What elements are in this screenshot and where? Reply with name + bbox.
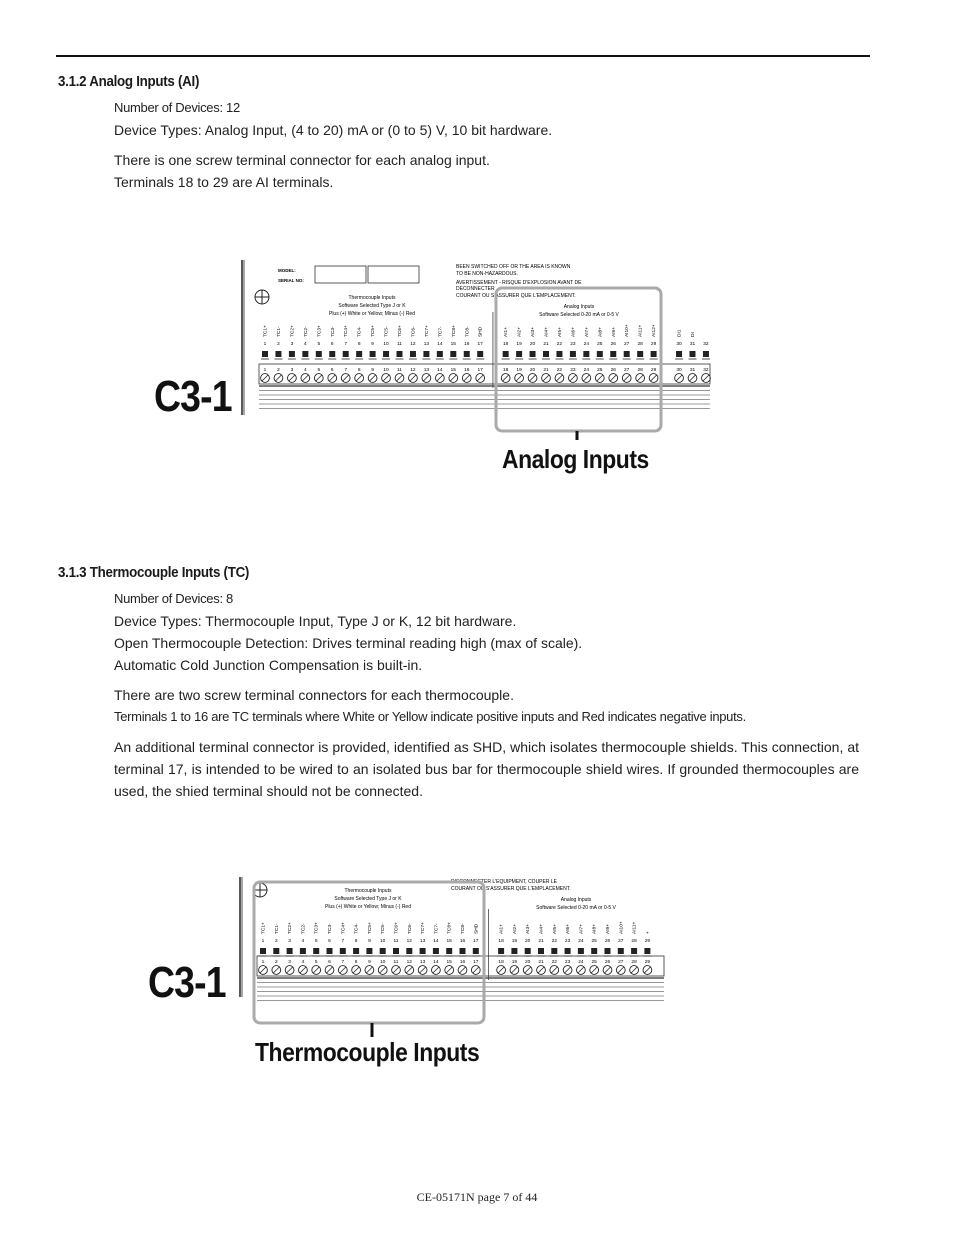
terminal-number-lower: 21: [543, 368, 549, 373]
terminal-number: 23: [564, 939, 571, 944]
connector-pin: [605, 948, 611, 954]
terminal-number-lower: 14: [433, 960, 439, 965]
fig2-ai-group-title: Analog Inputs: [560, 897, 592, 903]
connector-pin: [631, 948, 637, 954]
terminal-number: 16: [464, 342, 470, 347]
terminal-label: AI11+: [632, 921, 638, 934]
terminal-number-lower: 32: [703, 368, 709, 373]
terminal-number: 29: [644, 939, 651, 944]
terminal-label: TC7+: [421, 922, 427, 934]
terminal-label: TC8+: [451, 325, 457, 337]
model-box: [315, 266, 366, 283]
thermocouple-inputs-callout: Thermocouple Inputs: [255, 1037, 480, 1067]
terminal-label: AI11+: [638, 324, 644, 337]
connector-pin: [302, 351, 308, 357]
warning-line-1: BEEN SWITCHED OFF OR THE AREA IS KNOWN: [456, 264, 571, 270]
connector-pin: [690, 351, 696, 357]
connector-pin: [370, 351, 376, 357]
terminal-label: TC4+: [341, 922, 347, 934]
terminal-label: AI4+: [539, 923, 545, 934]
tc-open-detection: Open Thermocouple Detection: Drives terminal reading high (max of scale).: [114, 635, 583, 651]
terminal-number: 8: [357, 342, 361, 347]
terminal-number-lower: 3: [290, 368, 294, 373]
warning-line-5: COURANT OU S'ASSURER QUE L'EMPLACEMENT.: [456, 293, 576, 299]
terminal-number-lower: 27: [618, 960, 624, 965]
connector-pin: [503, 351, 509, 357]
terminal-number: 3: [288, 939, 291, 944]
terminal-number-lower: 11: [397, 368, 402, 373]
terminal-number: 16: [459, 939, 466, 944]
tc-group-title: Thermocouple Inputs: [348, 295, 396, 301]
tc-connector-note: There are two screw terminal connectors for each thermocouple.: [114, 687, 514, 703]
terminal-label: TC7+: [424, 325, 430, 337]
terminal-number: 11: [397, 342, 402, 347]
tc-group-sub2: Plus (+) White or Yellow; Minus (-) Red: [328, 311, 416, 317]
ai-device-types: Device Types: Analog Input, (4 to 20) mA or (0 to 5) V, 10 bit hardware.: [114, 122, 553, 138]
terminal-label: AI7+: [584, 326, 590, 337]
terminal-label: TC4-: [357, 326, 363, 337]
terminal-label: TC3-: [328, 923, 333, 934]
terminal-label: TC2+: [290, 325, 296, 337]
terminal-label: TC5-: [384, 326, 390, 337]
terminal-number-lower: 3: [288, 960, 291, 965]
terminal-number: 9: [371, 342, 374, 347]
tc-cjc: Automatic Cold Junction Compensation is built-in.: [114, 657, 423, 673]
connector-pin: [703, 351, 709, 357]
terminal-label: TC3+: [317, 325, 323, 337]
connector-pin: [511, 948, 517, 954]
terminal-number: 5: [317, 342, 321, 347]
connector-pin: [676, 351, 682, 357]
tc-group-sub1: Software Selected Type J or K: [338, 303, 406, 309]
terminal-number: 29: [650, 342, 657, 347]
terminal-number-lower: 29: [650, 368, 657, 373]
connector-pin: [460, 948, 466, 954]
terminal-number-lower: 24: [578, 960, 584, 965]
terminal-label: AI6+: [571, 326, 577, 337]
terminal-number-lower: 19: [511, 960, 518, 965]
terminal-number-lower: 29: [644, 960, 651, 965]
terminal-number: 7: [341, 939, 345, 944]
terminal-number-lower: 19: [516, 368, 522, 373]
terminal-number-lower: 14: [437, 368, 443, 373]
connector-pin: [556, 351, 562, 357]
terminal-number: 18: [502, 342, 509, 347]
terminal-number-lower: 24: [583, 368, 590, 373]
terminal-label: AI5+: [552, 923, 558, 934]
section-ai-heading: 3.1.2 Analog Inputs (AI): [58, 74, 200, 90]
terminal-number: 19: [511, 939, 518, 944]
fig2-tc-group-sub1: Software Selected Type J or K: [334, 896, 402, 902]
terminal-number: 24: [583, 342, 590, 347]
terminal-number-lower: 7: [344, 368, 348, 373]
section-tc-heading: 3.1.3 Thermocouple Inputs (TC): [58, 565, 250, 581]
terminal-number: 15: [446, 939, 452, 944]
terminal-number: 4: [304, 342, 307, 347]
terminal-label: AI10+: [625, 324, 631, 337]
terminal-number: 10: [383, 342, 389, 347]
connector-pin: [446, 948, 452, 954]
connector-pin: [420, 948, 426, 954]
connector-pin: [287, 948, 293, 954]
terminal-number-lower: 27: [624, 368, 630, 373]
figure1-terminal-board: [238, 255, 713, 440]
terminal-number-lower: 8: [357, 368, 361, 373]
terminal-label: TC3+: [314, 922, 320, 934]
terminal-number: 9: [368, 939, 371, 944]
connector-pin: [316, 351, 322, 357]
terminal-number-lower: 4: [301, 960, 305, 965]
fig2-tc-group-sub2: Plus (+) White or Yellow; Minus (-) Red: [324, 904, 412, 910]
terminal-number-lower: 12: [406, 960, 412, 965]
terminal-number-lower: 31: [689, 368, 696, 373]
terminal-label: TC1-: [276, 326, 282, 337]
terminal-number-lower: 20: [525, 960, 531, 965]
connector-pin: [530, 351, 536, 357]
connector-pin: [570, 351, 576, 357]
terminal-number: 23: [570, 342, 576, 347]
terminal-label: TC5+: [367, 922, 373, 934]
terminal-number-lower: 16: [459, 960, 466, 965]
terminal-label: AI3+: [531, 326, 537, 337]
terminal-number-lower: 4: [304, 368, 307, 373]
terminal-number: 21: [538, 939, 544, 944]
terminal-label: TC1+: [263, 325, 269, 337]
terminal-number-lower: 9: [368, 960, 371, 965]
connector-pin: [380, 948, 386, 954]
terminal-number: 19: [516, 342, 522, 347]
connector-pin: [393, 948, 399, 954]
connector-pin: [644, 948, 650, 954]
terminal-number: 31: [689, 342, 696, 347]
terminal-number-lower: 15: [450, 368, 456, 373]
serial-label: SERIAL NO:: [278, 278, 304, 283]
connector-pin: [551, 948, 557, 954]
terminal-number-lower: 1: [261, 960, 265, 965]
terminal-number-lower: 18: [502, 368, 509, 373]
terminal-number: 27: [618, 939, 624, 944]
connector-pin: [498, 948, 504, 954]
terminal-number-lower: 13: [419, 960, 426, 965]
terminal-number-lower: 6: [328, 960, 331, 965]
terminal-label: TC5+: [371, 325, 377, 337]
terminal-label: AI12+: [652, 324, 658, 337]
terminal-number-lower: 10: [380, 960, 386, 965]
ai-number-of-devices: Number of Devices: 12: [114, 100, 240, 115]
terminal-number: 11: [393, 939, 399, 944]
terminal-number: 27: [624, 342, 630, 347]
connector-pin: [450, 351, 456, 357]
fig2-tc-group-title: Thermocouple Inputs: [344, 888, 392, 894]
terminal-label: TC8+: [447, 922, 453, 934]
warning-line-4: DECONNECTER: [456, 286, 495, 292]
terminal-number-lower: 20: [529, 368, 536, 373]
terminal-label: TC8-: [461, 923, 466, 934]
terminal-number: 22: [556, 342, 563, 347]
terminal-number-lower: 8: [354, 960, 358, 965]
terminal-number-lower: 28: [631, 960, 637, 965]
terminal-number-lower: 16: [464, 368, 470, 373]
terminal-label: TC4-: [354, 923, 360, 934]
terminal-number-lower: 5: [314, 960, 318, 965]
terminal-number: 14: [437, 342, 443, 347]
terminal-number: 5: [314, 939, 318, 944]
terminal-number: 6: [330, 342, 334, 347]
terminal-label: AI2+: [512, 923, 518, 934]
terminal-number-lower: 26: [604, 960, 611, 965]
connector-pin: [383, 351, 389, 357]
connector-pin: [343, 351, 349, 357]
connector-pin: [651, 351, 657, 357]
terminal-number: 17: [477, 342, 483, 347]
terminal-label: TC6-: [411, 326, 417, 337]
terminal-number-lower: 26: [610, 368, 616, 373]
terminal-number-lower: 17: [473, 960, 479, 965]
connector-pin: [262, 351, 268, 357]
terminal-label: AI7+: [579, 923, 585, 934]
connector-pin: [525, 948, 531, 954]
ai-terminal-range: Terminals 18 to 29 are AI terminals.: [114, 174, 334, 190]
terminal-number: 13: [423, 342, 430, 347]
terminal-number-lower: 1: [263, 368, 267, 373]
page-footer: CE-05171N page 7 of 44: [416, 1190, 538, 1204]
terminal-number-lower: 2: [277, 368, 280, 373]
terminal-label: AI2+: [517, 326, 523, 337]
connector-pin: [275, 351, 281, 357]
connector-pin: [565, 948, 571, 954]
connector-pin: [543, 351, 549, 357]
connector-pin: [327, 948, 333, 954]
header-rule: [56, 55, 870, 57]
connector-pin: [423, 351, 429, 357]
terminal-number: 24: [578, 939, 584, 944]
figure2-terminal-board: [236, 872, 666, 1037]
connector-pin: [366, 948, 372, 954]
connector-pin: [340, 948, 346, 954]
terminal-number-lower: 22: [551, 960, 557, 965]
terminal-label: AI9+: [611, 326, 617, 337]
terminal-label: AI6+: [566, 923, 572, 934]
terminal-label: AI1+: [504, 326, 510, 337]
terminal-number: 28: [637, 342, 643, 347]
connector-pin: [397, 351, 403, 357]
connector-pin: [473, 948, 479, 954]
connector-pin: [437, 351, 443, 357]
terminal-number: 30: [676, 342, 682, 347]
terminal-number: 28: [631, 939, 637, 944]
terminal-label: TC3-: [330, 326, 336, 337]
terminal-number-lower: 13: [423, 368, 430, 373]
terminal-number-lower: 7: [341, 960, 345, 965]
terminal-number: 14: [433, 939, 439, 944]
terminal-number: 21: [543, 342, 549, 347]
terminal-label: AI8+: [598, 326, 604, 337]
terminal-label: TC6-: [407, 923, 413, 934]
terminal-number-lower: 22: [556, 368, 563, 373]
terminal-number: 26: [604, 939, 611, 944]
terminal-label: AI1+: [499, 923, 505, 934]
connector-pin: [618, 948, 624, 954]
tc-terminal-range: Terminals 1 to 16 are TC terminals where White or Yellow indicate positive inputs and Red indicates negative inputs.: [114, 709, 746, 724]
terminal-number-lower: 9: [371, 368, 374, 373]
terminal-label: AI5+: [557, 326, 563, 337]
fig2-warning-line-2: COURANT OU S'ASSURER QUE L'EMPLACEMENT.: [451, 886, 571, 892]
terminal-label: DI1: [677, 329, 683, 337]
serial-box: [368, 266, 419, 283]
terminal-number: 3: [290, 342, 294, 347]
terminal-number: 2: [277, 342, 280, 347]
terminal-label: AI3+: [526, 923, 532, 934]
connector-pin: [637, 351, 643, 357]
terminal-number: 13: [419, 939, 426, 944]
terminal-number: 20: [525, 939, 531, 944]
ai-group-sub: Software Selected 0-20 mA or 0-5 V: [539, 312, 619, 318]
connector-pin: [356, 351, 362, 357]
connector-pin: [583, 351, 589, 357]
terminal-number-lower: 18: [498, 960, 504, 965]
tc-number-of-devices: Number of Devices: 8: [114, 591, 233, 606]
connector-pin: [591, 948, 597, 954]
connector-pin: [353, 948, 359, 954]
terminal-number-lower: 28: [637, 368, 643, 373]
terminal-number-lower: 25: [591, 960, 597, 965]
terminal-label: TC5-: [381, 923, 387, 934]
terminal-number-lower: 23: [564, 960, 571, 965]
terminal-label: SHD: [474, 923, 480, 934]
connector-pin: [406, 948, 412, 954]
terminal-number-lower: 2: [274, 960, 278, 965]
terminal-label: TC7-: [434, 923, 440, 934]
terminal-label: TC1+: [261, 922, 267, 934]
fig2-ai-group-sub: Software Selected 0-20 mA or 0-5 V: [536, 905, 616, 911]
connector-pin: [624, 351, 630, 357]
terminal-number: 15: [450, 342, 456, 347]
terminal-number: 32: [703, 342, 709, 347]
connector-pin: [578, 948, 584, 954]
terminal-number: 22: [551, 939, 557, 944]
terminal-number: 1: [263, 342, 267, 347]
terminal-number-lower: 10: [383, 368, 389, 373]
terminal-label: +: [645, 931, 651, 934]
ai-group-title: Analog Inputs: [563, 304, 595, 310]
terminal-label: TC4+: [344, 325, 350, 337]
terminal-label: DI: [691, 332, 696, 337]
terminal-label: TC2+: [288, 922, 294, 934]
connector-pin: [410, 351, 416, 357]
terminal-number: 12: [410, 342, 416, 347]
terminal-number: 8: [354, 939, 358, 944]
terminal-number-lower: 25: [597, 368, 603, 373]
connector-pin: [313, 948, 319, 954]
terminal-number-lower: 30: [676, 368, 682, 373]
terminal-number-lower: 5: [317, 368, 321, 373]
connector-pin: [464, 351, 470, 357]
connector-pin: [516, 351, 522, 357]
terminal-number-lower: 12: [410, 368, 416, 373]
terminal-label: AI8+: [592, 923, 598, 934]
terminal-number: 2: [274, 939, 278, 944]
terminal-number: 6: [328, 939, 331, 944]
terminal-label: AI4+: [544, 326, 550, 337]
terminal-number: 26: [610, 342, 616, 347]
terminal-number-lower: 11: [393, 960, 399, 965]
connector-pin: [597, 351, 603, 357]
terminal-number-lower: 23: [570, 368, 576, 373]
terminal-label: TC7-: [438, 326, 444, 337]
terminal-number: 25: [591, 939, 597, 944]
connector-pin: [260, 948, 266, 954]
warning-line-3: AVERTISSEMENT - RISQUE D'EXPLOSION AVANT DE: [456, 280, 582, 286]
connector-pin: [300, 948, 306, 954]
warning-line-2: TO BE NON-HAZARDOUS.: [456, 271, 518, 277]
ai-connector-note: There is one screw terminal connector for each analog input.: [114, 152, 490, 168]
terminal-number-lower: 21: [538, 960, 544, 965]
terminal-label: SHD: [478, 326, 484, 337]
connector-pin: [289, 351, 295, 357]
terminal-number: 18: [498, 939, 504, 944]
connector-pin: [538, 948, 544, 954]
terminal-label: TC1-: [274, 923, 280, 934]
terminal-label: TC6+: [398, 325, 403, 337]
figure2-board-label: C3-1: [148, 958, 226, 1007]
terminal-label: TC2-: [301, 923, 307, 934]
terminal-number: 4: [301, 939, 305, 944]
terminal-number: 10: [380, 939, 386, 944]
terminal-number: 25: [597, 342, 603, 347]
tc-shd-paragraph: An additional terminal connector is provided, identified as SHD, which isolates thermocouple shields. This connection, at terminal 17, is intended to be wired to an isolated bus bar for thermocouple shield wires. If grounded thermocouples are used, the shied terminal should not be connected.: [114, 739, 859, 799]
fig2-warning-line-1: DISCONNECTER L'EQUIPMENT, COUPER LE: [451, 879, 557, 885]
terminal-number-lower: 6: [330, 368, 334, 373]
terminal-label: TC8-: [465, 326, 471, 337]
terminal-number-lower: 15: [446, 960, 452, 965]
terminal-number: 12: [406, 939, 412, 944]
terminal-number: 20: [529, 342, 536, 347]
figure1-board-label: C3-1: [154, 372, 232, 421]
terminal-number: 1: [261, 939, 265, 944]
connector-pin: [273, 948, 279, 954]
terminal-number: 17: [473, 939, 479, 944]
terminal-number: 7: [344, 342, 348, 347]
connector-pin: [477, 351, 483, 357]
connector-pin: [610, 351, 616, 357]
connector-pin: [329, 351, 335, 357]
analog-inputs-callout: Analog Inputs: [502, 444, 649, 474]
connector-pin: [433, 948, 439, 954]
terminal-number-lower: 17: [477, 368, 483, 373]
tc-device-types: Device Types: Thermocouple Input, Type J or K, 12 bit hardware.: [114, 613, 517, 629]
terminal-label: TC6+: [394, 922, 400, 934]
terminal-label: AI10+: [619, 921, 625, 934]
terminal-label: TC2-: [303, 326, 309, 337]
terminal-label: AI9+: [606, 923, 611, 934]
model-label: MODEL:: [278, 268, 296, 273]
